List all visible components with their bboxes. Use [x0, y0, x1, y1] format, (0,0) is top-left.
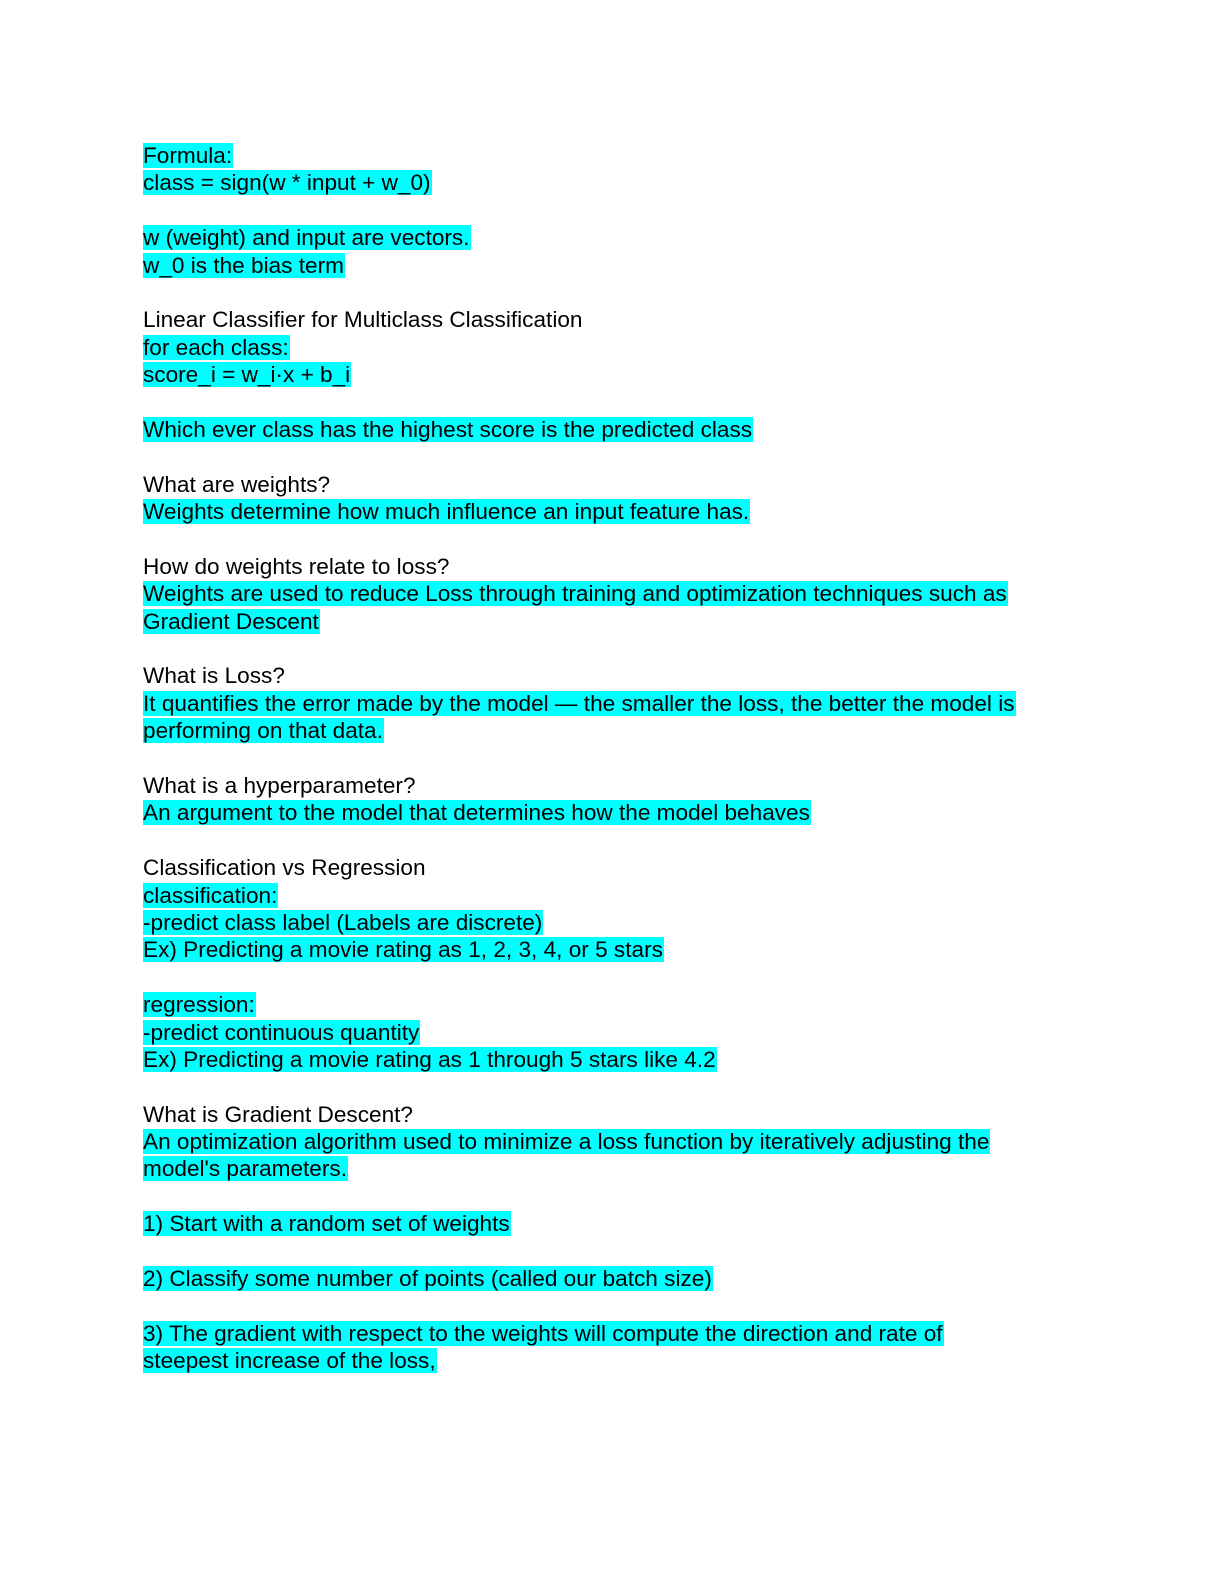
classification-label: classification: — [143, 882, 278, 908]
hyperparameter-answer-line — [143, 799, 1083, 826]
loss-answer-line-2 — [143, 717, 1083, 744]
gd-answer-line-2 — [143, 1155, 1083, 1182]
spacer — [143, 1292, 1083, 1319]
weights-loss-answer-line-2 — [143, 608, 1083, 635]
gd-answer-2: model's parameters. — [143, 1156, 347, 1182]
spacer — [143, 635, 1083, 662]
step-3-line-2 — [143, 1347, 1083, 1374]
spacer — [143, 827, 1083, 854]
formula-heading: Formula: — [143, 143, 233, 168]
step-3-part-1: 3) The gradient with respect to the weights will compute the direction and rate of — [143, 1320, 943, 1346]
step-3-part-2: steepest increase of the loss, — [143, 1348, 436, 1374]
spacer — [143, 745, 1083, 772]
weights-question: What are weights? — [143, 471, 331, 497]
spacer — [143, 443, 1083, 470]
hyperparameter-question: What is a hyperparameter? — [143, 772, 416, 798]
gd-answer-1: An optimization algorithm used to minimize a loss function by iteratively adjusting the — [143, 1129, 990, 1155]
step-2: 2) Classify some number of points (called our batch size) — [143, 1266, 712, 1292]
formula-text: class = sign(w * input + w_0) — [143, 170, 431, 196]
regression-label: regression: — [143, 992, 255, 1018]
gd-question: What is Gradient Descent? — [143, 1101, 413, 1127]
weights-loss-answer-1: Weights are used to reduce Loss through training and optimization techniques such as — [143, 581, 1007, 607]
step-1-line — [143, 1210, 1083, 1237]
gd-answer-line-1 — [143, 1128, 1083, 1155]
spacer — [143, 964, 1083, 991]
loss-answer-1: It quantifies the error made by the model — the smaller the loss, the better the model is — [143, 690, 1015, 716]
classification-example-line — [143, 936, 1083, 963]
predicted-class-line — [143, 416, 1083, 443]
hyperparameter-answer: An argument to the model that determines how the model behaves — [143, 800, 810, 826]
loss-answer-2: performing on that data. — [143, 718, 383, 744]
class-vs-reg-heading: Classification vs Regression — [143, 855, 426, 881]
regression-example-line — [143, 1046, 1083, 1073]
weights-answer-line — [143, 498, 1083, 525]
weights-loss-question: How do weights relate to loss? — [143, 553, 450, 579]
weights-loss-answer-line-1 — [143, 580, 1083, 607]
spacer — [143, 1183, 1083, 1210]
bias-note: w_0 is the bias term — [143, 252, 344, 278]
regression-point-line — [143, 1019, 1083, 1046]
step-1: 1) Start with a random set of weights — [143, 1211, 510, 1237]
spacer — [143, 1073, 1083, 1100]
document-page — [143, 142, 1083, 1375]
multiclass-heading: Linear Classifier for Multiclass Classification — [143, 307, 583, 333]
vectors-note: w (weight) and input are vectors. — [143, 225, 470, 251]
spacer — [143, 1238, 1083, 1265]
classification-point-line — [143, 909, 1083, 936]
loss-question: What is Loss? — [143, 663, 285, 689]
classification-example: Ex) Predicting a movie rating as 1, 2, 3, 4, or 5 stars — [143, 937, 663, 963]
spacer — [143, 525, 1083, 552]
classification-label-line — [143, 882, 1083, 909]
step-3-line-1 — [143, 1320, 1083, 1347]
classification-point: -predict class label (Labels are discrete) — [143, 909, 543, 935]
loss-answer-line-1 — [143, 690, 1083, 717]
weights-loss-answer-2: Gradient Descent — [143, 608, 319, 634]
formula-line — [143, 169, 1083, 196]
bias-note-line — [143, 252, 1083, 279]
regression-point: -predict continuous quantity — [143, 1019, 420, 1045]
spacer — [143, 279, 1083, 306]
regression-example: Ex) Predicting a movie rating as 1 through 5 stars like 4.2 — [143, 1046, 716, 1072]
predicted-class-note: Which ever class has the highest score is the predicted class — [143, 416, 753, 442]
spacer — [143, 389, 1083, 416]
formula-heading-line — [143, 142, 1083, 169]
step-2-line — [143, 1265, 1083, 1292]
for-each-class: for each class: — [143, 334, 289, 360]
regression-label-line — [143, 991, 1083, 1018]
score-formula: score_i = w_i·x + b_i — [143, 362, 351, 388]
score-formula-line — [143, 361, 1083, 388]
for-each-class-line — [143, 334, 1083, 361]
weights-answer: Weights determine how much influence an input feature has. — [143, 499, 750, 525]
vectors-note-line — [143, 224, 1083, 251]
spacer — [143, 197, 1083, 224]
